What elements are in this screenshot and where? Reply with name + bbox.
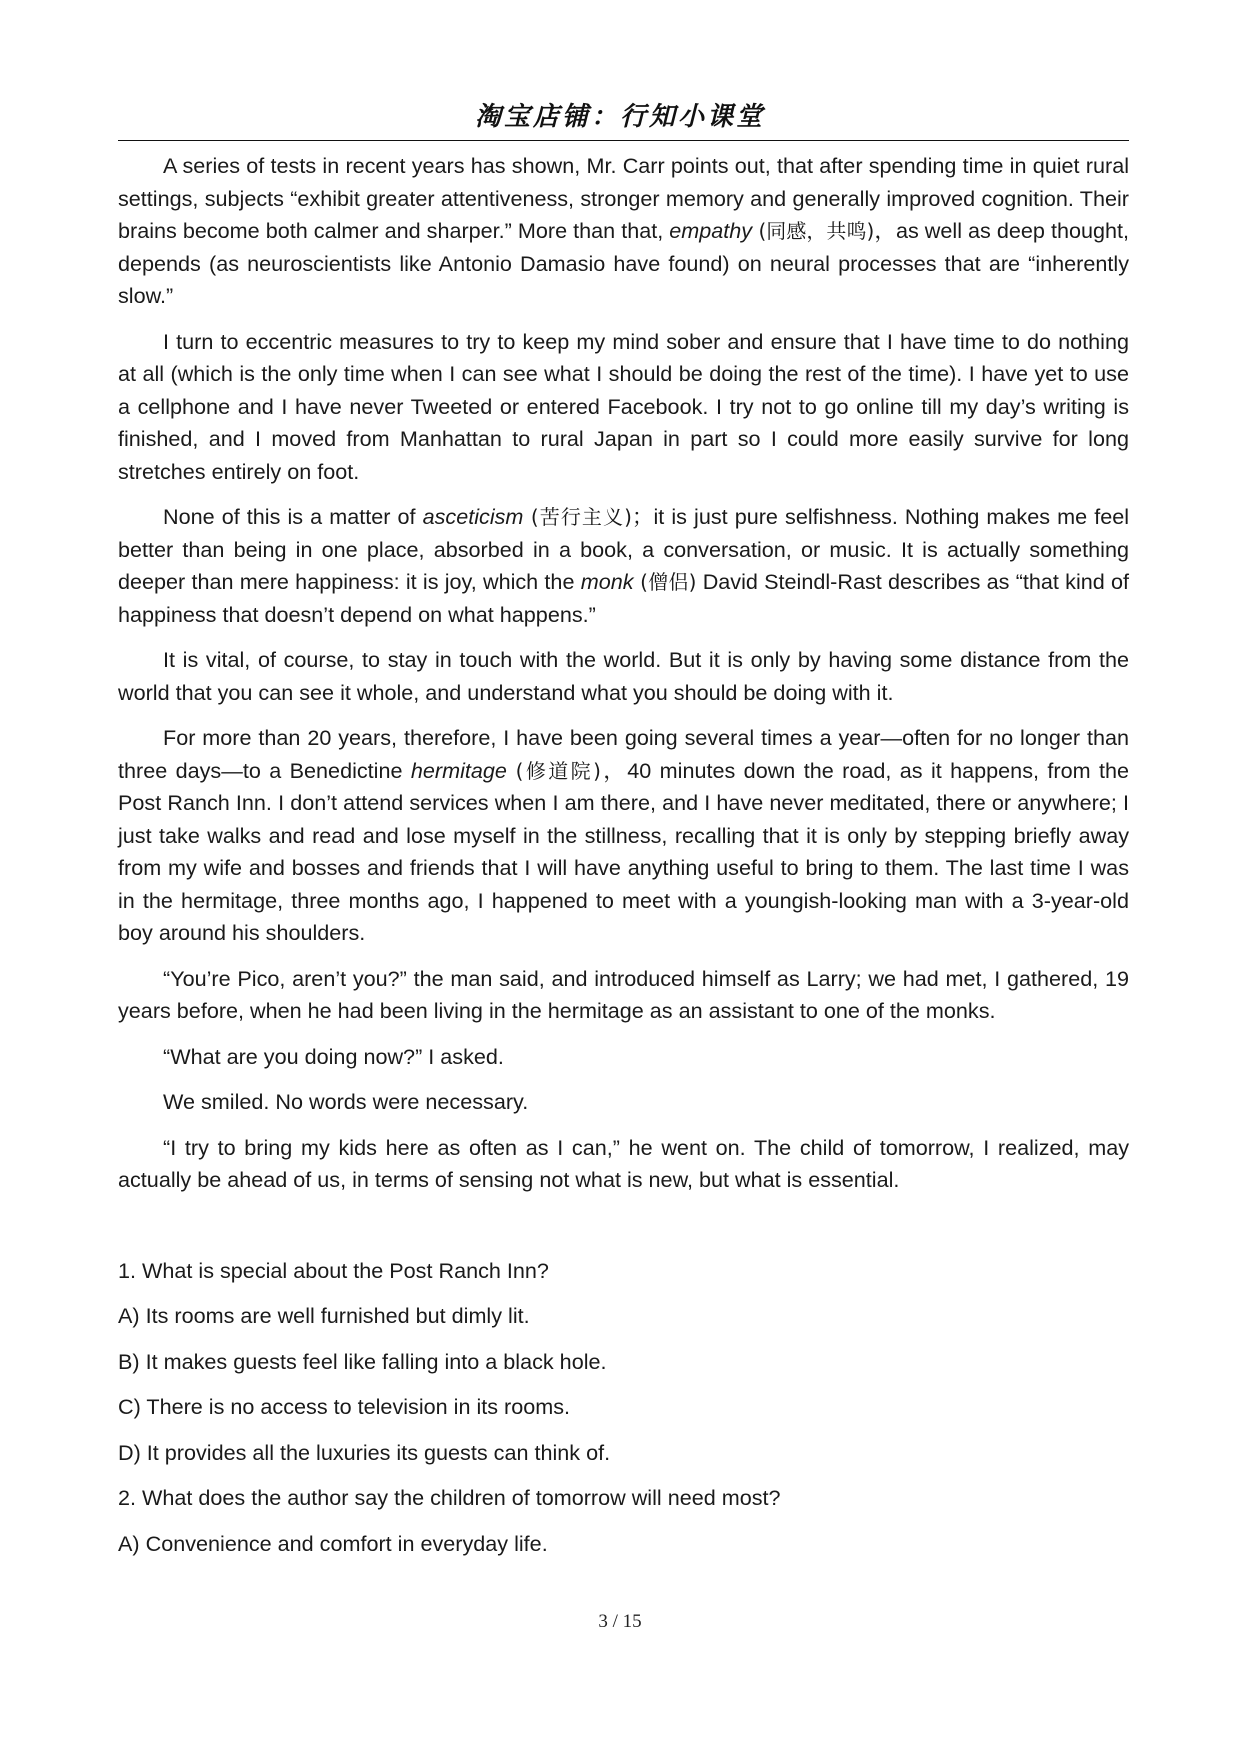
paragraph-text: ，40 minutes down the road, as it happens, from the Post Ranch Inn. I don’t attend services when I am there, and I have never meditated, there or anywhere; I just take walks and read and lose myself in the stillness, recalling that it is only by stepping briefly away from my wife and bosses and friends that I will have anything useful to bring to them. The last time I was in the hermitage, three months ago, I happened to meet with a youngish-looking man with a 3-year-old boy around his shoulders. <box>118 757 1129 945</box>
vocab-word: monk <box>580 569 634 594</box>
paragraph-text: ；it is just pure selfishness. Nothing makes me feel better than being in one place, absorbed in a book, a conversation, or music. It is actually something deeper than mere happiness: it is joy, which the <box>118 504 1130 594</box>
paragraph-text: “I try to bring my kids here as often as I can,” he went on. The child of tomorrow, I realized, may actually be ahead of us, in terms of sensing not what is new, but what is essential. <box>118 1134 1129 1192</box>
question-1-option-d: D) It provides all the luxuries its guests can think of. <box>118 1439 611 1465</box>
vocab-word: hermitage <box>410 757 507 783</box>
paragraph-5 <box>118 722 1129 950</box>
paragraph-text: It is vital, of course, to stay in touch with the world. But it is only by having some distance from the world that you can see it whole, and understand what you should be doing with it. <box>118 647 1129 705</box>
paragraph-text: A series of tests in recent years has shown, Mr. Carr points out, that after spending time in quiet rural settings, subjects “exhibit greater attentiveness, stronger memory and generally improved cognition. Their brains become both calmer and sharper.” More than that, <box>118 153 1129 243</box>
paragraph-text: For more than 20 years, therefore, I have been going several times a year—often for no longer than three days—to a Benedictine <box>118 725 1129 783</box>
header-title: 淘宝店铺：行知小课堂 <box>474 102 765 132</box>
paragraph-text: None of this is a matter of <box>163 504 423 529</box>
question-2-option-a: A) Convenience and comfort in everyday life. <box>118 1530 548 1556</box>
question-1-option-a: A) Its rooms are well furnished but dimly lit. <box>118 1303 530 1328</box>
paragraph-2 <box>118 326 1129 489</box>
vocab-gloss: (同感，共鸣) <box>752 219 875 243</box>
question-1-option-b: B) It makes guests feel like falling into a black hole. <box>118 1348 607 1374</box>
paragraph-1 <box>118 150 1129 313</box>
header-divider <box>118 140 1129 141</box>
paragraph-text: I turn to eccentric measures to try to keep my mind sober and ensure that I have time to do nothing at all (which is the only time when I can see what I should be doing the rest of the time). I have yet to use a cellphone and I have never Tweeted or entered Facebook. I try not to go online till my day’s writing is finished, and I moved from Manhattan to rural Japan in part so I could more easily survive for long stretches entirely on foot. <box>118 328 1129 484</box>
section-spacer <box>118 1210 1129 1255</box>
paragraph-text: “What are you doing now?” I asked. <box>163 1043 504 1069</box>
paragraph-8 <box>118 1086 1129 1119</box>
question-1-option-c: C) There is no access to television in its rooms. <box>118 1394 571 1419</box>
paragraph-4 <box>118 644 1129 709</box>
paragraph-text: David Steindl-Rast describes as “that kind of happiness that doesn’t depend on what happens.” <box>118 569 1130 627</box>
question-list <box>118 1255 1129 1561</box>
page-number: 3 / 15 <box>598 1611 642 1632</box>
vocab-gloss: (苦行主义) <box>523 505 632 529</box>
paragraph-text: We smiled. No words were necessary. <box>163 1089 529 1114</box>
question-1: 1. What is special about the Post Ranch Inn? <box>118 1257 549 1283</box>
article-body <box>118 150 1129 1573</box>
paragraph-7 <box>118 1041 1129 1074</box>
question-2: 2. What does the author say the children of tomorrow will need most? <box>118 1485 781 1510</box>
paragraph-9 <box>118 1132 1129 1197</box>
vocab-gloss: (僧侣) <box>633 570 697 594</box>
paragraph-6 <box>118 963 1129 1028</box>
paragraph-3 <box>118 501 1129 631</box>
vocab-word: empathy <box>669 218 753 243</box>
paragraph-text: ，as well as deep thought, depends (as neuroscientists like Antonio Damasio have found) on neural processes that are “inherently slow.” <box>118 218 1129 308</box>
vocab-gloss: (修道院) <box>506 758 601 783</box>
vocab-word: asceticism <box>422 504 524 529</box>
paragraph-text: “You’re Pico, aren’t you?” the man said, and introduced himself as Larry; we had met, I gathered, 19 years before, when he had been living in the hermitage as an assistant to one of the monks. <box>118 965 1129 1023</box>
